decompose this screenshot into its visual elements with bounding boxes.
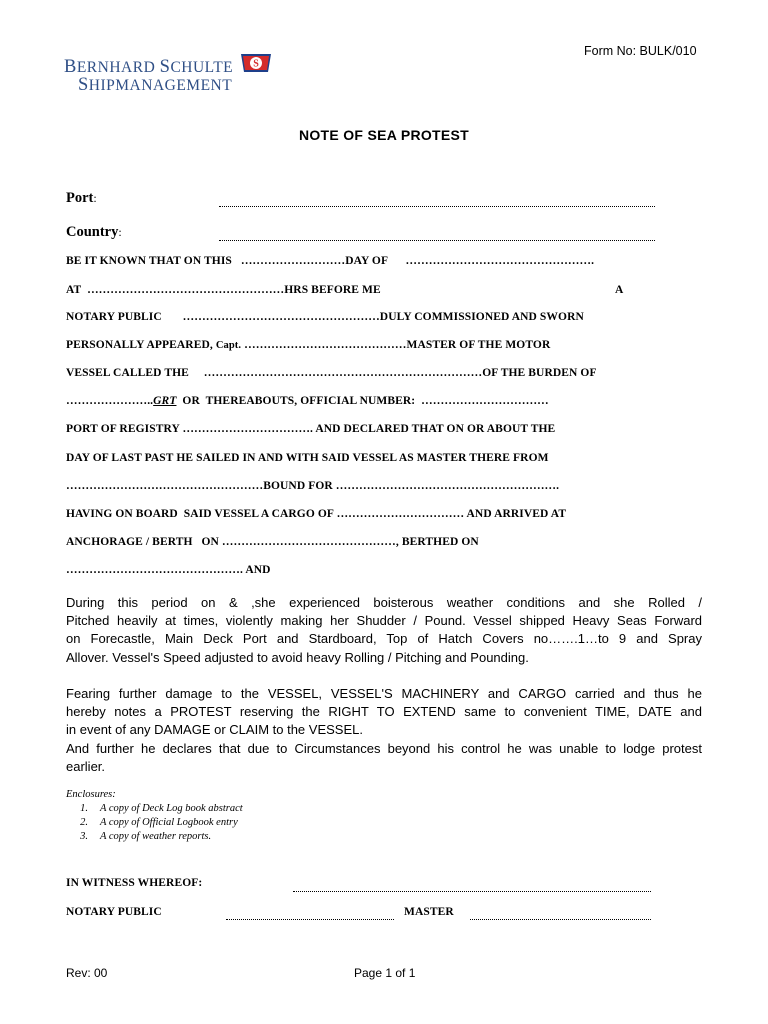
- enclosure-item: 1. A copy of Deck Log book abstract: [80, 803, 243, 814]
- protest-line-5: VESSEL CALLED THE ………………………………………………………………OF THE BURDEN OF: [66, 367, 597, 379]
- protest-line-1: BE IT KNOWN THAT ON THIS ………………………DAY OF ………………………………………….: [66, 255, 595, 267]
- company-name-part: CHULTE: [170, 59, 234, 76]
- country-field[interactable]: [219, 240, 655, 241]
- enclosure-item: 2. A copy of Official Logbook entry: [80, 817, 238, 828]
- protest-line-11: ANCHORAGE / BERTH ON ………………………………………, BERTHED ON: [66, 536, 479, 548]
- protest-line-2: AT ……………………………………………HRS BEFORE ME: [66, 284, 381, 296]
- company-name-part: S: [159, 57, 171, 77]
- paragraph-line: Fearing further damage to the VESSEL, VESSEL'S MACHINERY and CARGO carried and thus he: [66, 686, 702, 701]
- paragraph-line: Allover. Vessel's Speed adjusted to avoid heavy Rolling / Pitching and Pounding.: [66, 649, 529, 665]
- enclosures-list: [66, 803, 243, 845]
- protest-line-3: NOTARY PUBLIC ……………………………………………DULY COMMISSIONED AND SWORN: [66, 311, 584, 323]
- port-field[interactable]: [219, 206, 655, 207]
- company-name-part: HIPMANAGEMENT: [88, 77, 233, 94]
- company-name-part: S: [78, 75, 89, 95]
- protest-paragraph: [66, 685, 702, 776]
- paragraph-line: on Forecastle, Main Deck Port and Stardboard, Top of Hatch Covers no…….1…to 9 and Spray: [66, 631, 702, 647]
- revision-number: Rev: 00: [66, 966, 108, 980]
- protest-line-12: ………………………………………. AND: [66, 564, 271, 576]
- protest-line-8: DAY OF LAST PAST HE SAILED IN AND WITH SAID VESSEL AS MASTER THERE FROM: [66, 452, 549, 464]
- company-name-part: B: [64, 57, 77, 77]
- protest-line-10: HAVING ON BOARD SAID VESSEL A CARGO OF …………………………… AND ARRIVED AT: [66, 508, 567, 520]
- form-number: Form No: BULK/010: [584, 44, 697, 58]
- master-signature-field[interactable]: [470, 919, 651, 920]
- company-flag-logo-icon: [240, 53, 272, 73]
- enclosure-item: 3. A copy of weather reports.: [80, 831, 212, 842]
- witness-label: IN WITNESS WHEREOF:: [66, 877, 203, 889]
- enclosures-title: Enclosures:: [66, 789, 116, 800]
- paragraph-line: hereby notes a PROTEST reserving the RIGHT TO EXTEND same to convenient TIME, DATE and: [66, 704, 702, 720]
- weather-paragraph: [66, 594, 702, 667]
- paragraph-line: Pitched heavily at times, violently making her Shudder / Pound. Vessel shipped Heavy Seas Forward: [66, 613, 702, 629]
- document-title: NOTE OF SEA PROTEST: [298, 127, 470, 143]
- company-name-part: ERNHARD: [76, 59, 160, 76]
- company-name-line2: [78, 75, 232, 96]
- paragraph-line: During this period on & ,she experienced boisterous weather conditions and she Rolled /: [66, 595, 702, 610]
- country-label: Country:: [66, 224, 122, 240]
- notary-signature-field[interactable]: [226, 919, 394, 920]
- protest-line-9: ……………………………………………BOUND FOR ………………………………………………….: [66, 480, 560, 492]
- witness-signature-field[interactable]: [293, 891, 651, 892]
- svg-text:S: S: [253, 58, 259, 70]
- protest-line-7: PORT OF REGISTRY ……………………………. AND DECLARED THAT ON OR ABOUT THE: [66, 423, 556, 435]
- protest-line-6: …………………..GRT OR THEREABOUTS, OFFICIAL NUMBER: ……………………………: [66, 395, 549, 407]
- protest-line-2-end: A: [615, 284, 624, 296]
- paragraph-line: earlier.: [66, 758, 106, 774]
- port-label: Port:: [66, 190, 97, 206]
- notary-public-label: NOTARY PUBLIC: [66, 906, 162, 918]
- protest-line-4: PERSONALLY APPEARED, Capt. ……………………………………MASTER OF THE MOTOR: [66, 339, 551, 351]
- paragraph-line: And further he declares that due to Circumstances beyond his control he was unable to lodge protest: [66, 740, 702, 756]
- page-number: Page 1 of 1: [354, 966, 416, 980]
- grt-unit: GRT: [153, 395, 177, 407]
- master-label: MASTER: [404, 906, 454, 918]
- paragraph-line: in event of any DAMAGE or CLAIM to the VESSEL.: [66, 722, 363, 738]
